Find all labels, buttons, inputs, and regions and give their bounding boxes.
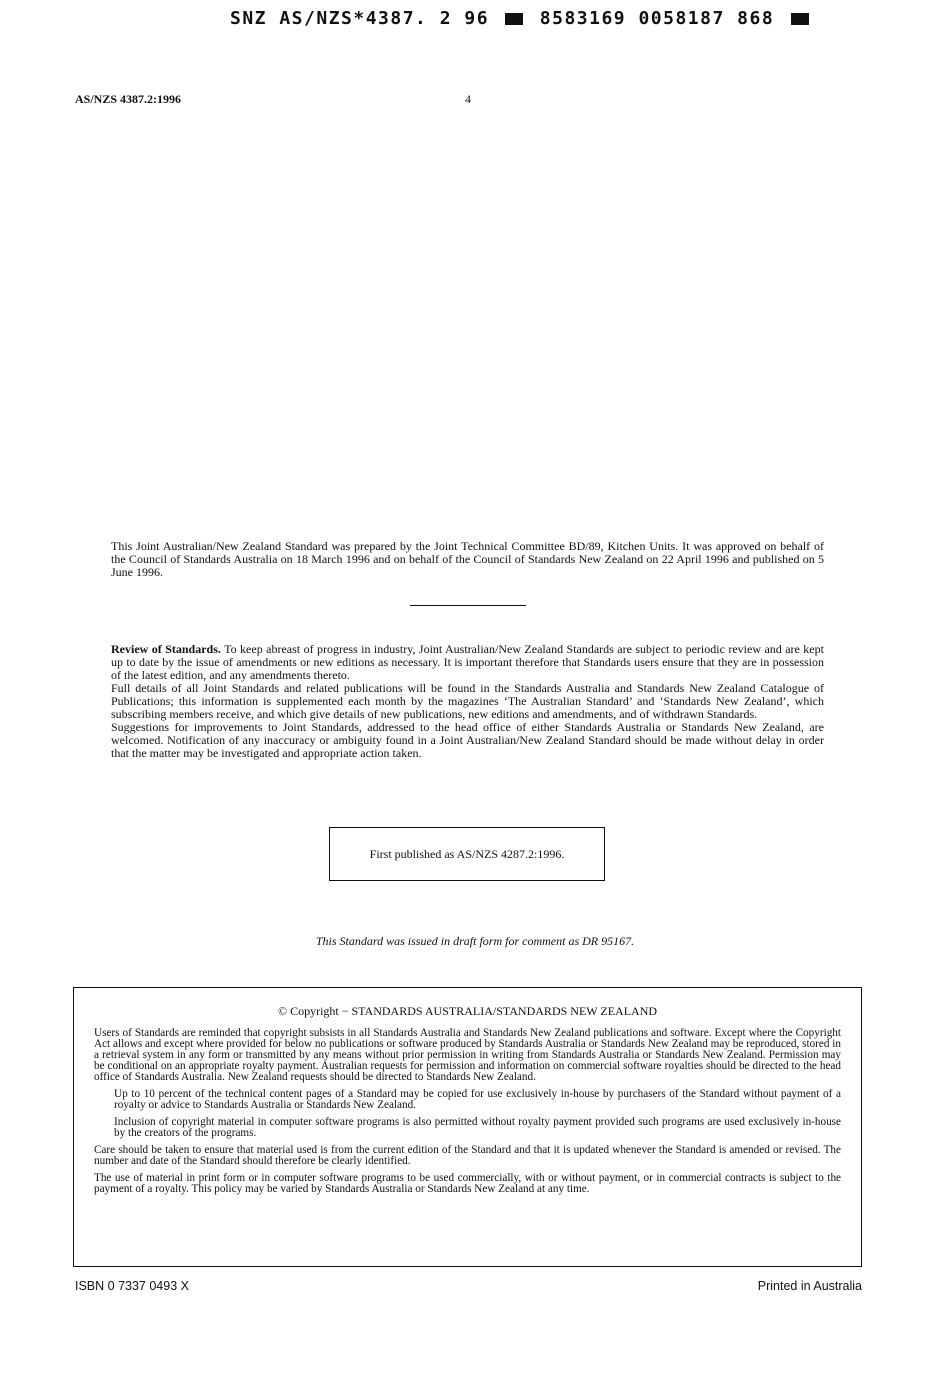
isbn: ISBN 0 7337 0493 X: [75, 1279, 189, 1293]
review-section: [111, 643, 824, 760]
barcode-text-2: 8583169 0058187 868: [539, 8, 775, 29]
barcode-text-1: SNZ AS/NZS*4387. 2 96: [230, 8, 490, 29]
barcode-block-1: [505, 13, 523, 25]
printed-in: Printed in Australia: [757, 1279, 862, 1293]
intro-paragraph: This Joint Australian/New Zealand Standard was prepared by the Joint Technical Committee BD/89, Kitchen Units. It was approved on behalf of the Council of Standards Australia on 18 March 1996 and on behalf of the Council of Standards New Zealand on 22 April 1996 and published on 5 June 1996.: [111, 539, 824, 579]
review-paragraph-2: Full details of all Joint Standards and related publications will be found in the Standards Australia and Standards New Zealand Catalogue of Publications; this information is supplemented each month by the magazines ‘The Australian Standard’ and ‘Standards New Zealand’, which subscribing members receive, and which give details of new publications, new editions and amendments, and of withdrawn Standards.: [111, 681, 824, 721]
copyright-paragraph-3: Inclusion of copyright material in computer software programs is also permitted without royalty payment provided such programs are used exclusively in-house by the creators of the programs.: [114, 1116, 841, 1139]
review-text-1: To keep abreast of progress in industry, Joint Australian/New Zealand Standards are subject to periodic review and are kept up to date by the issue of amendments or new editions as necessary. It is important therefore that Standards users ensure that they are in possession of the latest edition, and any amendments thereto.: [111, 642, 824, 682]
first-published-text: First published as AS/NZS 4287.2:1996.: [369, 846, 565, 861]
copyright-paragraph-5: The use of material in print form or in computer software programs to be used commercially, with or without payment, or in commercial contracts is subject to the payment of a royalty. This policy may be varied by Standards Australia or Standards New Zealand at any time.: [94, 1172, 841, 1195]
barcode-block-2: [791, 13, 809, 25]
draft-note: This Standard was issued in draft form for comment as DR 95167.: [315, 934, 635, 948]
copyright-paragraph-2: Up to 10 percent of the technical content pages of a Standard may be copied for use exclusively in-house by purchasers of the Standard without payment of a royalty or advice to Standards Australia or Standards New Zealand.: [114, 1088, 841, 1111]
first-published-box: [329, 827, 605, 881]
section-divider: [410, 605, 526, 606]
copyright-paragraph-4: Care should be taken to ensure that material used is from the current edition of the Standard and that it is updated whenever the Standard is amended or revised. The number and date of the Standard should therefore be clearly identified.: [94, 1144, 841, 1167]
review-title: Review of Standards.: [111, 642, 221, 656]
copyright-paragraph-1: Users of Standards are reminded that copyright subsists in all Standards Australia and Standards New Zealand publications and software. Except where the Copyright Act allows and except where provided for below no publications or software produced by Standards Australia or Standards New Zealand may be reproduced, stored in a retrieval system in any form or transmitted by any means without prior permission in writing from Standards Australia or Standards New Zealand. Permission may be conditional on an appropriate royalty payment. Australian requests for permission and information on commercial software royalties should be directed to the head office of Standards Australia. New Zealand requests should be directed to Standards New Zealand.: [94, 1027, 841, 1083]
document-id: AS/NZS 4387.2:1996: [75, 92, 182, 106]
review-paragraph-3: Suggestions for improvements to Joint Standards, addressed to the head office of either Standards Australia or Standards New Zealand, are welcomed. Notification of any inaccuracy or ambiguity found in a Joint Australian/New Zealand Standard should be made without delay in order that the matter may be investigated and appropriate action taken.: [111, 720, 824, 760]
barcode-header: [230, 8, 830, 29]
page-number: 4: [465, 92, 471, 106]
copyright-heading: © Copyright − STANDARDS AUSTRALIA/STANDARDS NEW ZEALAND: [277, 1004, 658, 1018]
review-paragraph-1: [111, 643, 824, 682]
copyright-box: [73, 987, 862, 1267]
